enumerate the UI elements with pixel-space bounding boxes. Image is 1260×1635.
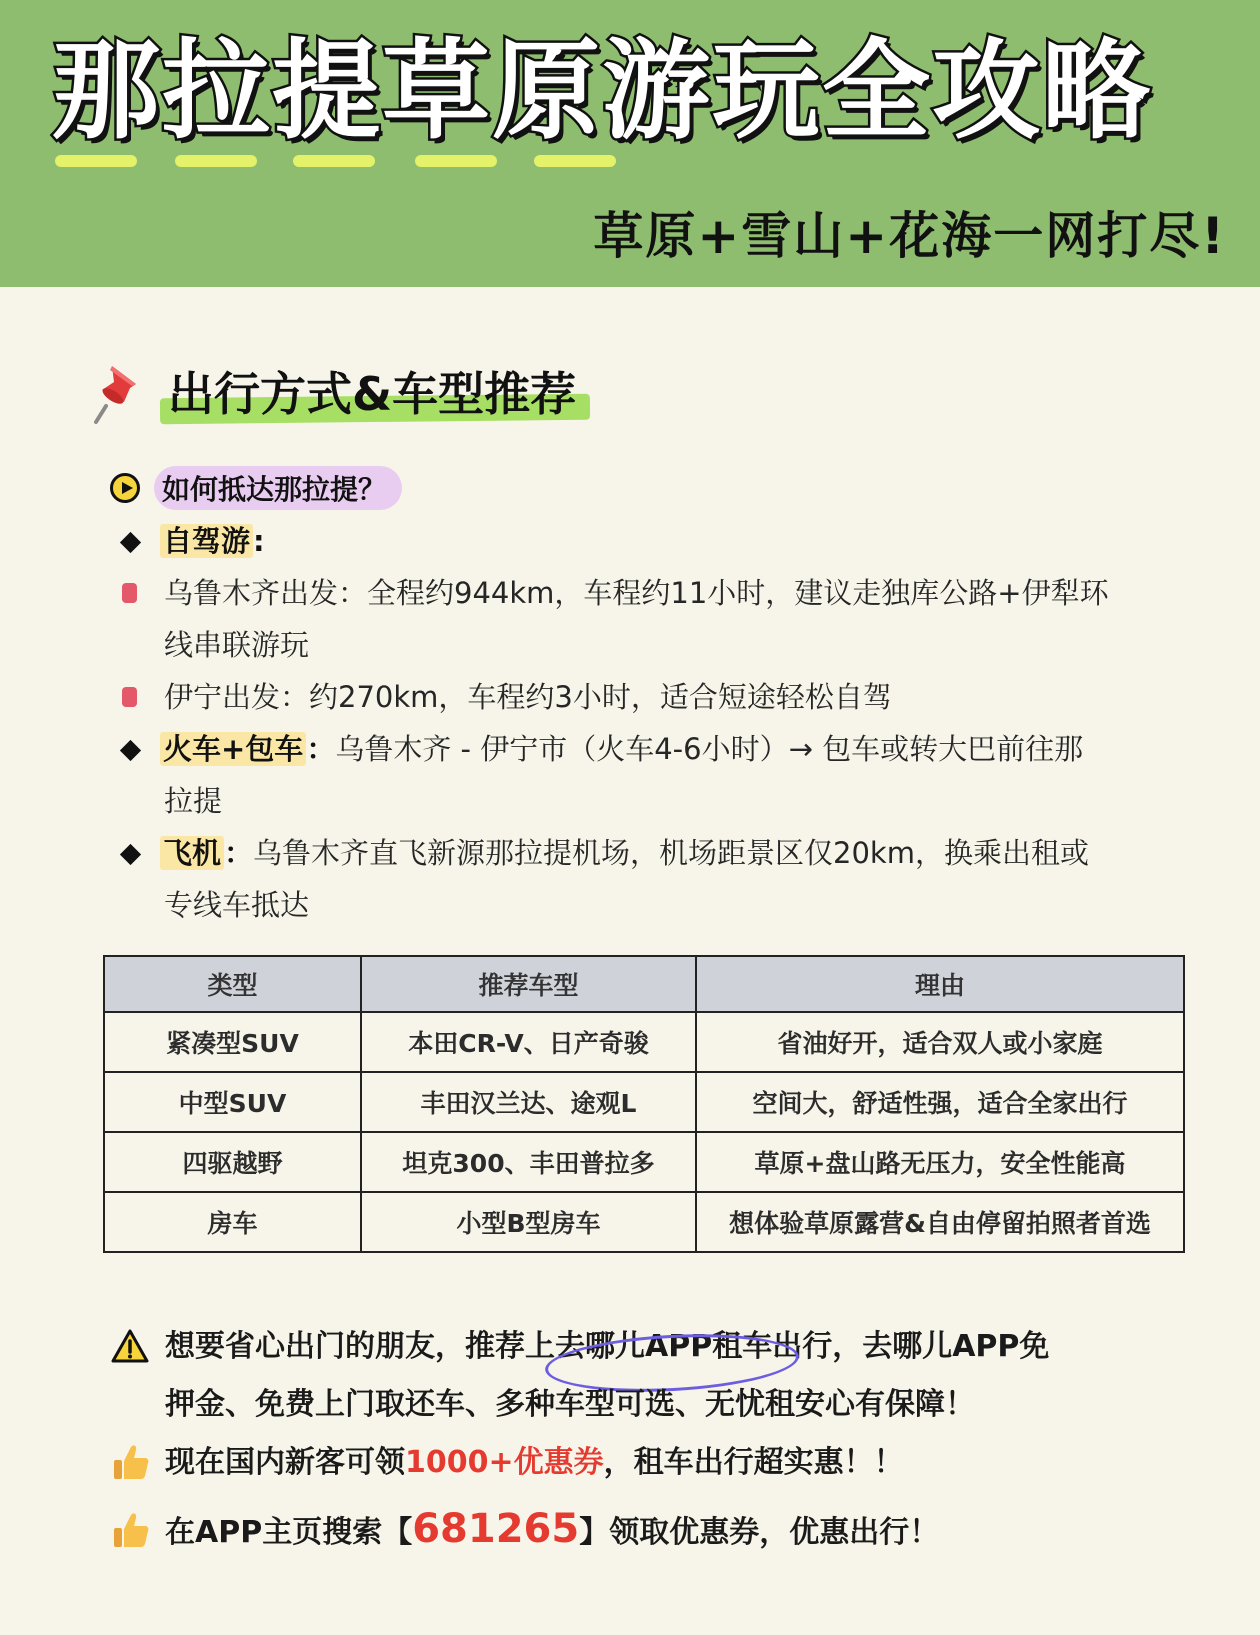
table-cell: 丰田汉兰达、途观L (361, 1072, 696, 1132)
title-underline-decoration (175, 155, 257, 167)
self-drive-route-1: 乌鲁木齐出发：全程约944km，车程约11小时，建议走独库公路+伊犁环 (164, 576, 1109, 610)
play-icon (110, 473, 140, 503)
plane-option: 飞机 ：乌鲁木齐直飞新源那拉提机场，机场距景区仅20km，换乘出租或 (160, 827, 1089, 879)
table-row (104, 1192, 1184, 1252)
table-header-cell: 理由 (696, 956, 1184, 1012)
table-cell: 省油好开，适合双人或小家庭 (696, 1012, 1184, 1072)
table-cell: 小型B型房车 (361, 1192, 696, 1252)
title-underline-decoration (293, 155, 375, 167)
train-option: 火车+包车 ：乌鲁木齐 - 伊宁市（火车4-6小时）→ 包车或转大巴前往那 (160, 723, 1083, 775)
warning-icon (111, 1328, 149, 1364)
table-cell: 坦克300、丰田普拉多 (361, 1132, 696, 1192)
table-cell: 想体验草原露营&自由停留拍照者首选 (696, 1192, 1184, 1252)
table-header-cell: 推荐车型 (361, 956, 696, 1012)
pushpin-icon (92, 362, 146, 426)
question-row (110, 464, 402, 512)
table-header-cell: 类型 (104, 956, 361, 1012)
red-bullet-icon (122, 583, 137, 603)
title-underline-decoration (534, 155, 616, 167)
rental-recommendation-note: 想要省心出门的朋友，推荐上 去哪儿APP租车出行，去哪儿APP免 (165, 1318, 1049, 1376)
table-row (104, 1132, 1184, 1192)
train-option-cont: 拉提 (164, 784, 223, 818)
diamond-bullet-icon (120, 844, 141, 865)
self-drive-route-1-cont: 线串联游玩 (164, 628, 310, 662)
coupon-tip: 现在国内新客可领1000+优惠券，租车出行超实惠！！ (165, 1445, 904, 1480)
plane-option-cont: 专线车抵达 (164, 888, 310, 922)
header-banner (0, 0, 1260, 287)
section-heading: 出行方式&车型推荐 (168, 362, 576, 426)
question-label: 如何抵达那拉提？ (154, 466, 402, 510)
title-underline-decoration (415, 155, 497, 167)
table-cell: 四驱越野 (104, 1132, 361, 1192)
search-code-tip: 在APP主页搜索【681265】领取优惠券，优惠出行！ (165, 1506, 940, 1552)
table-header-row (104, 956, 1184, 1012)
car-recommendation-table (103, 955, 1185, 1253)
table-row (104, 1072, 1184, 1132)
title-underline-decoration (55, 155, 137, 167)
red-bullet-icon (122, 687, 137, 707)
table-row (104, 1012, 1184, 1072)
table-cell: 空间大，舒适性强，适合全家出行 (696, 1072, 1184, 1132)
thumbs-up-icon (112, 1510, 150, 1550)
search-code: 681265 (412, 1506, 580, 1552)
diamond-bullet-icon (120, 740, 141, 761)
table-cell: 紧凑型SUV (104, 1012, 361, 1072)
page-title: 那拉提草原游玩全攻略 (52, 29, 1153, 154)
table-cell: 本田CR-V、日产奇骏 (361, 1012, 696, 1072)
table-cell: 草原+盘山路无压力，安全性能高 (696, 1132, 1184, 1192)
thumbs-up-icon (112, 1442, 150, 1482)
circled-app-rental: 去哪儿APP租车 (555, 1329, 772, 1364)
page-subtitle: 草原+雪山+花海一网打尽! (593, 207, 1226, 265)
rental-recommendation-note-cont: 押金、免费上门取还车、多种车型可选、无忧租安心有保障！ (165, 1387, 975, 1422)
table-cell: 房车 (104, 1192, 361, 1252)
diamond-bullet-icon (120, 532, 141, 553)
self-drive-title: 自驾游 : (160, 515, 265, 567)
table-cell: 中型SUV (104, 1072, 361, 1132)
self-drive-route-2: 伊宁出发：约270km，车程约3小时，适合短途轻松自驾 (164, 680, 892, 714)
